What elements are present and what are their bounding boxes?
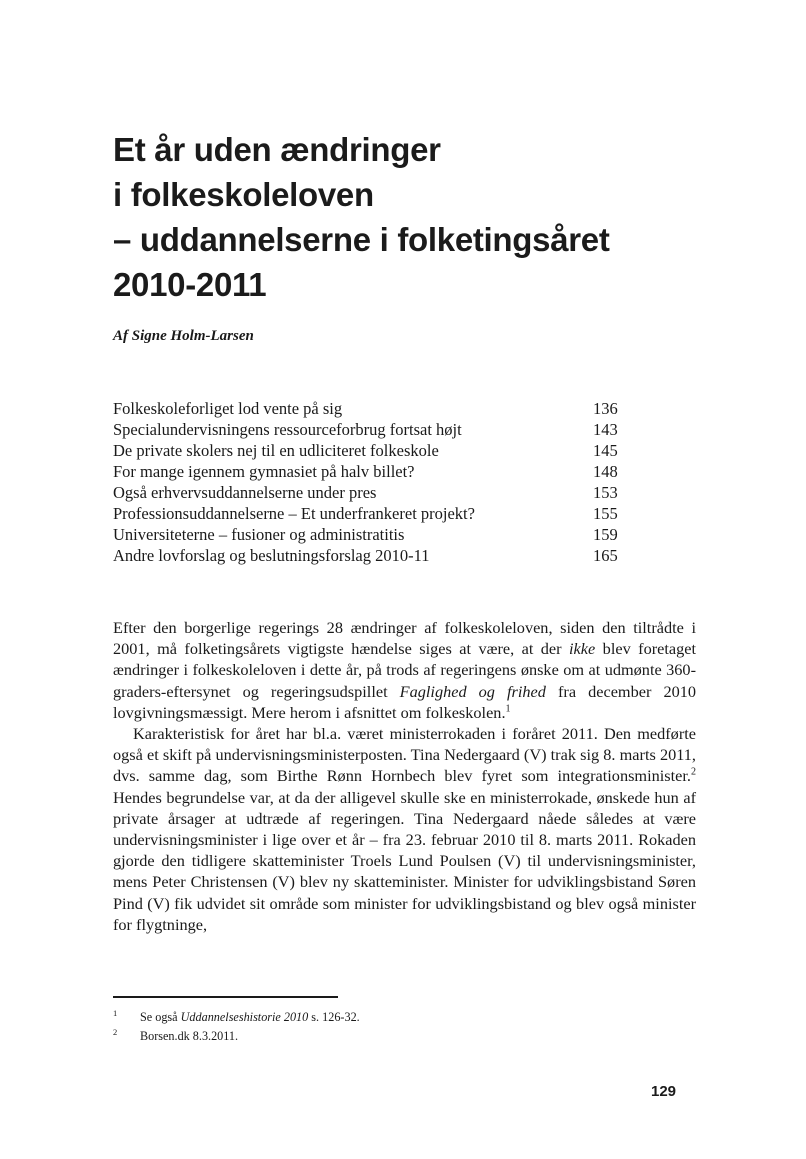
toc-entry-page: 136 (593, 399, 618, 418)
body-paragraph-1 (113, 617, 696, 723)
footnote-text-after: s. 126-32. (308, 1009, 360, 1024)
toc-entry-page: 145 (593, 441, 618, 460)
footnote-item (113, 1027, 613, 1046)
paragraph-1-emphasis-ikke: ikke (569, 639, 596, 659)
toc-entry-page: 165 (593, 546, 618, 565)
footnote-text (140, 1027, 238, 1046)
footnote-reference-1[interactable]: 1 (505, 703, 511, 715)
paragraph-1-part-1: Efter den borgerlige regerings 28 ændringer af folkeskoleloven, siden den tiltrådte i 2001, må folketingsårets vigtigste hændelse siges at være, at der (113, 618, 696, 659)
body-paragraph-2 (113, 723, 696, 935)
paragraph-2-part-2: Hendes begrundelse var, at da der alligevel skulle ske en ministerrokade, ønskede hun af private årsager at udtræde af regeringen. Tina Nedergaard nåede således at være undervisningsminister i lige over et år – fra 23. februar 2010 til 8. marts 2011. Rokaden gjorde den tidligere skatteminister Troels Lund Poulsen (V) til undervisningsminister, mens Peter Christensen (V) blev ny skatteminister. Minister for udviklingsbistand Søren Pind (V) fik udvidet sit område som minister for udviklingsbistand og blev også minister for flygtninge, (113, 787, 696, 934)
body-text (113, 617, 696, 935)
footnote-italic-title: Uddannelseshistorie 2010 (180, 1009, 309, 1024)
toc-entry[interactable] (113, 440, 653, 461)
page-number: 129 (651, 1083, 677, 1100)
paragraph-1-part-2: blev foretaget ændringer i folkeskoleloven i dette år, på trods af regeringens ønske om at udmønte 360-graders-eftersynet og regeringsudspillet (113, 639, 696, 701)
toc-entry-page: 155 (593, 504, 618, 523)
paragraph-1-part-3: fra december 2010 lovgivningsmæssigt. Mere herom i afsnittet om folkeskolen. (113, 681, 697, 722)
toc-entry[interactable] (113, 398, 653, 419)
author-byline: Af Signe Holm-Larsen (113, 328, 254, 344)
toc-entry[interactable] (113, 545, 653, 566)
toc-entry-title: De private skolers nej til en udliciteret folkeskole (113, 441, 439, 460)
toc-entry-title: Også erhvervsuddannelserne under pres (113, 483, 377, 502)
toc-entry-title: Professionsuddannelserne – Et underfrankeret projekt? (113, 504, 475, 523)
page-title (113, 127, 713, 307)
table-of-contents (113, 398, 653, 566)
toc-entry-title: Folkeskoleforliget lod vente på sig (113, 399, 343, 418)
toc-entry[interactable] (113, 461, 653, 482)
footnote-marker: 2 (113, 1026, 118, 1037)
footnotes-section (113, 996, 613, 1046)
title-line-1: Et år uden ændringer (113, 131, 441, 169)
toc-entry-title: For mange igennem gymnasiet på halv billet? (113, 462, 415, 481)
paragraph-2-part-1: Karakteristisk for året har bl.a. været ministerrokaden i foråret 2011. Den medførte også et skift på undervisningsministerposten. Tina Nedergaard (V) trak sig 8. marts 2011, dvs. samme dag, som Birthe Rønn Hornbech blev fyret som integrationsminister. (113, 724, 696, 786)
toc-entry[interactable] (113, 524, 653, 545)
paragraph-1-emphasis-title: Faglighed og frihed (399, 681, 546, 701)
toc-entry-title: Andre lovforslag og beslutningsforslag 2010-11 (113, 546, 430, 565)
title-line-3: – uddannelserne i folketingsåret (113, 221, 610, 259)
footnote-marker: 1 (113, 1007, 118, 1018)
footnote-text-before: Se også (140, 1009, 181, 1024)
toc-entry-page: 159 (593, 525, 618, 544)
toc-entry-page: 153 (593, 483, 618, 502)
toc-entry[interactable] (113, 482, 653, 503)
toc-entry-page: 148 (593, 462, 618, 481)
title-line-2: i folkeskoleloven (113, 176, 374, 214)
toc-entry-title: Specialundervisningens ressourceforbrug fortsat højt (113, 420, 462, 439)
footnote-separator-rule (113, 996, 338, 998)
toc-entry-page: 143 (593, 420, 618, 439)
toc-entry[interactable] (113, 503, 653, 524)
toc-entry-title: Universiteterne – fusioner og administratitis (113, 525, 405, 544)
toc-entry[interactable] (113, 419, 653, 440)
footnote-reference-2[interactable]: 2 (690, 767, 696, 778)
footnote-text-before: Borsen.dk 8.3.2011. (140, 1028, 239, 1043)
footnote-item (113, 1008, 613, 1027)
title-line-4: 2010-2011 (113, 266, 267, 304)
footnote-text (140, 1008, 360, 1027)
